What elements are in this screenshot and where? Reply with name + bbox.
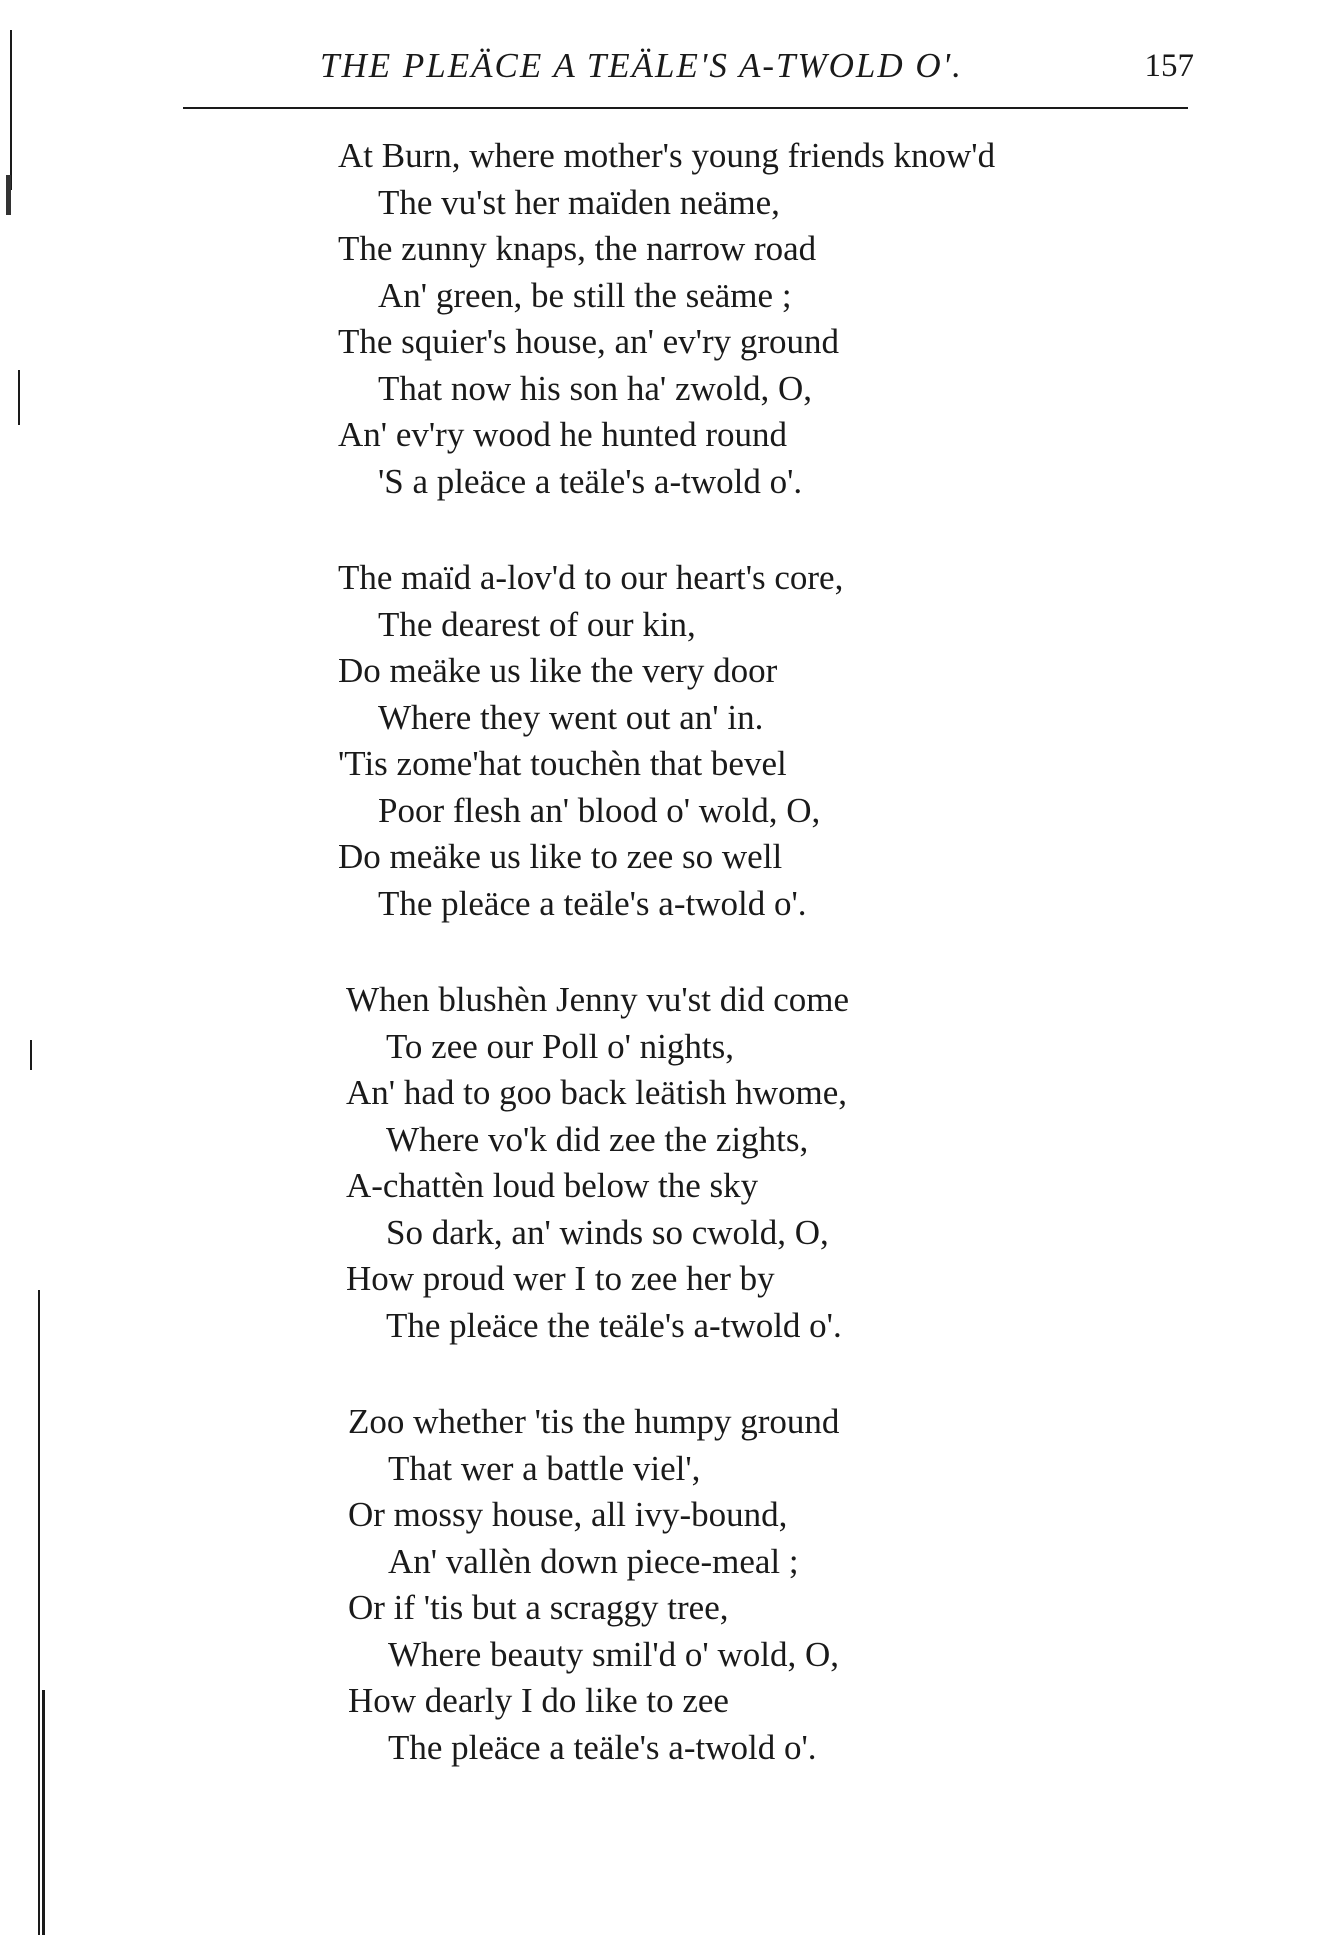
poem-line: Do meäke us like to zee so well [338, 837, 783, 876]
poem-line: Or mossy house, all ivy-bound, [348, 1495, 788, 1534]
poem-line: An' green, be still the seäme ; [378, 275, 792, 315]
poem-line: How proud wer I to zee her by [346, 1259, 775, 1298]
binding-shadow [6, 175, 11, 215]
poem-line: 'S a pleäce a teäle's a-twold o'. [378, 461, 803, 501]
stanza-1 [338, 133, 1238, 505]
running-header [320, 40, 1200, 88]
poem-line: Poor flesh an' blood o' wold, O, [378, 790, 821, 830]
poem-body [338, 133, 1238, 1821]
poem-line: An' vallèn down piece-meal ; [388, 1541, 799, 1581]
poem-line: Where beauty smil'd o' wold, O, [388, 1634, 839, 1674]
binding-shadow [42, 1690, 45, 1935]
poem-line: When blushèn Jenny vu'st did come [346, 980, 850, 1019]
poem-line: That now his son ha' zwold, O, [378, 368, 813, 408]
poem-line: Where vo'k did zee the zights, [386, 1119, 809, 1159]
binding-shadow [10, 30, 12, 190]
poem-line: An' had to goo back leätish hwome, [346, 1073, 848, 1112]
binding-shadow [38, 1290, 40, 1935]
poem-line: So dark, an' winds so cwold, O, [386, 1212, 829, 1252]
poem-line: 'Tis zome'hat touchèn that bevel [338, 744, 787, 783]
poem-line: Where they went out an' in. [378, 697, 764, 737]
poem-line: The pleäce the teäle's a-twold o'. [386, 1305, 842, 1345]
poem-line: Zoo whether 'tis the humpy ground [348, 1402, 840, 1441]
poem-line: The vu'st her maïden neäme, [378, 182, 780, 222]
poem-line: The pleäce a teäle's a-twold o'. [378, 883, 807, 923]
stanza-3 [338, 977, 1238, 1349]
binding-shadow [30, 1040, 32, 1070]
poem-line: The squier's house, an' ev'ry ground [338, 322, 840, 361]
poem-line: The maïd a-lov'd to our heart's core, [338, 558, 844, 597]
page-number: 157 [1144, 48, 1194, 84]
poem-line: Or if 'tis but a scraggy tree, [348, 1588, 729, 1627]
poem-line: A-chattèn loud below the sky [346, 1166, 759, 1205]
poem-line: The pleäce a teäle's a-twold o'. [388, 1727, 817, 1767]
poem-line: To zee our Poll o' nights, [386, 1026, 734, 1066]
poem-line: At Burn, where mother's young friends know'd [338, 136, 996, 175]
poem-line: The zunny knaps, the narrow road [338, 229, 817, 268]
stanza-2 [338, 555, 1238, 927]
binding-shadow [18, 370, 20, 425]
poem-line: The dearest of our kin, [378, 604, 696, 644]
poem-line: How dearly I do like to zee [348, 1681, 729, 1720]
poem-line: Do meäke us like the very door [338, 651, 778, 690]
poem-line: An' ev'ry wood he hunted round [338, 415, 788, 454]
stanza-4 [338, 1399, 1238, 1771]
header-rule [183, 107, 1188, 109]
poem-line: That wer a battle viel', [388, 1448, 701, 1488]
running-title: THE PLEÄCE A TEÄLE'S A-TWOLD O'. [320, 46, 963, 85]
